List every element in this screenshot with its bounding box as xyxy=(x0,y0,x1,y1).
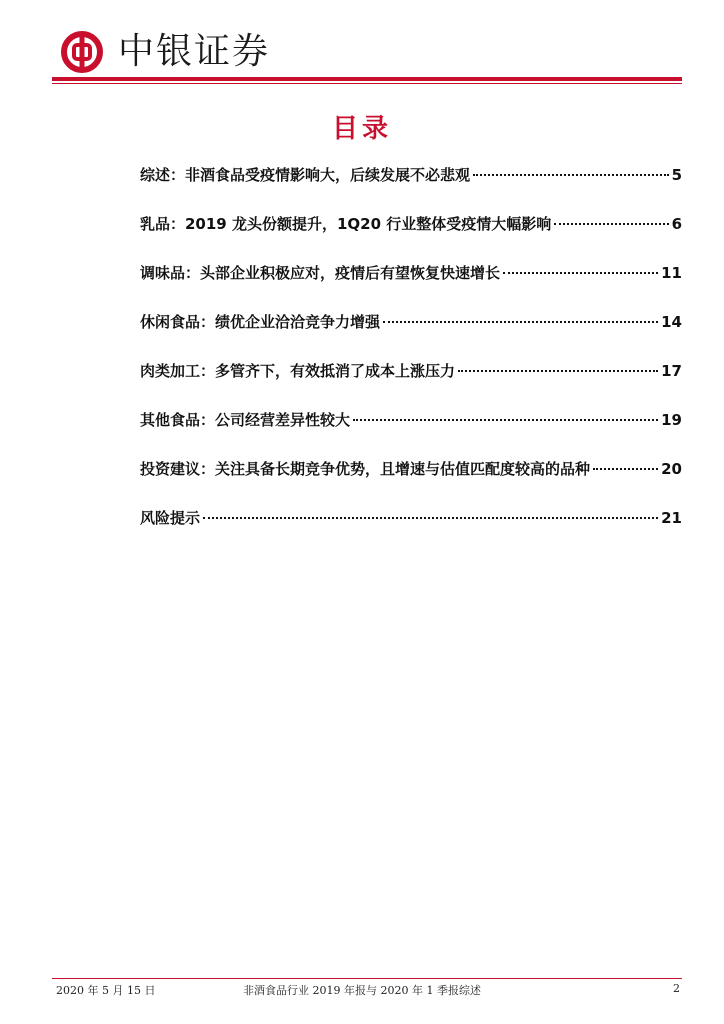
toc-entry-page: 20 xyxy=(661,460,682,478)
toc-entry-page: 11 xyxy=(661,264,682,282)
toc-entry-label: 肉类加工：多管齐下，有效抵消了成本上涨压力 xyxy=(140,362,456,380)
toc-title: 目录 xyxy=(331,114,392,144)
toc-entry-page: 5 xyxy=(671,166,682,184)
toc-leader-dots xyxy=(458,370,658,372)
toc-entry-label: 风险提示 xyxy=(140,509,201,527)
toc-entry-label: 调味品：头部企业积极应对，疫情后有望恢复快速增长 xyxy=(140,264,501,282)
toc-entry[interactable] xyxy=(140,454,682,484)
toc-leader-dots xyxy=(554,223,668,225)
toc-entry[interactable] xyxy=(140,209,682,239)
footer-report-title: 非酒食品行业 2019 年报与 2020 年 1 季报综述 xyxy=(243,984,481,997)
toc-entry-label: 休闲食品：绩优企业洽洽竞争力增强 xyxy=(140,313,381,331)
toc-entry-label: 乳品：2019 龙头份额提升，1Q20 行业整体受疫情大幅影响 xyxy=(140,215,552,233)
toc-leader-dots xyxy=(203,517,658,519)
bank-of-china-logo-icon xyxy=(60,30,104,74)
toc-leader-dots xyxy=(383,321,658,323)
toc-entry-page: 14 xyxy=(661,313,682,331)
toc-entry[interactable] xyxy=(140,258,682,288)
toc-leader-dots xyxy=(503,272,658,274)
toc-leader-dots xyxy=(473,174,669,176)
toc-entry-page: 21 xyxy=(661,509,682,527)
toc-entry[interactable] xyxy=(140,405,682,435)
toc-leader-dots xyxy=(593,468,658,470)
footer-date: 2020 年 5 月 15 日 xyxy=(56,984,156,997)
header-divider xyxy=(52,77,682,81)
toc-entry-label: 投资建议：关注具备长期竞争优势，且增速与估值匹配度较高的品种 xyxy=(140,460,591,478)
page-header xyxy=(48,28,688,80)
toc-entry-page: 17 xyxy=(661,362,682,380)
footer-divider xyxy=(52,978,682,979)
footer-page-number: 2 xyxy=(673,982,680,995)
toc-entry[interactable] xyxy=(140,503,682,533)
toc-entry-label: 综述：非酒食品受疫情影响大，后续发展不必悲观 xyxy=(140,166,471,184)
header-divider-thin xyxy=(52,83,682,84)
toc-entry[interactable] xyxy=(140,356,682,386)
brand-name: 中银证券 xyxy=(118,31,271,72)
toc-entry-page: 6 xyxy=(671,215,682,233)
toc-leader-dots xyxy=(353,419,658,421)
toc-entry[interactable] xyxy=(140,307,682,337)
toc-entry[interactable] xyxy=(140,160,682,190)
toc-entry-label: 其他食品：公司经营差异性较大 xyxy=(140,411,351,429)
toc-entry-page: 19 xyxy=(661,411,682,429)
